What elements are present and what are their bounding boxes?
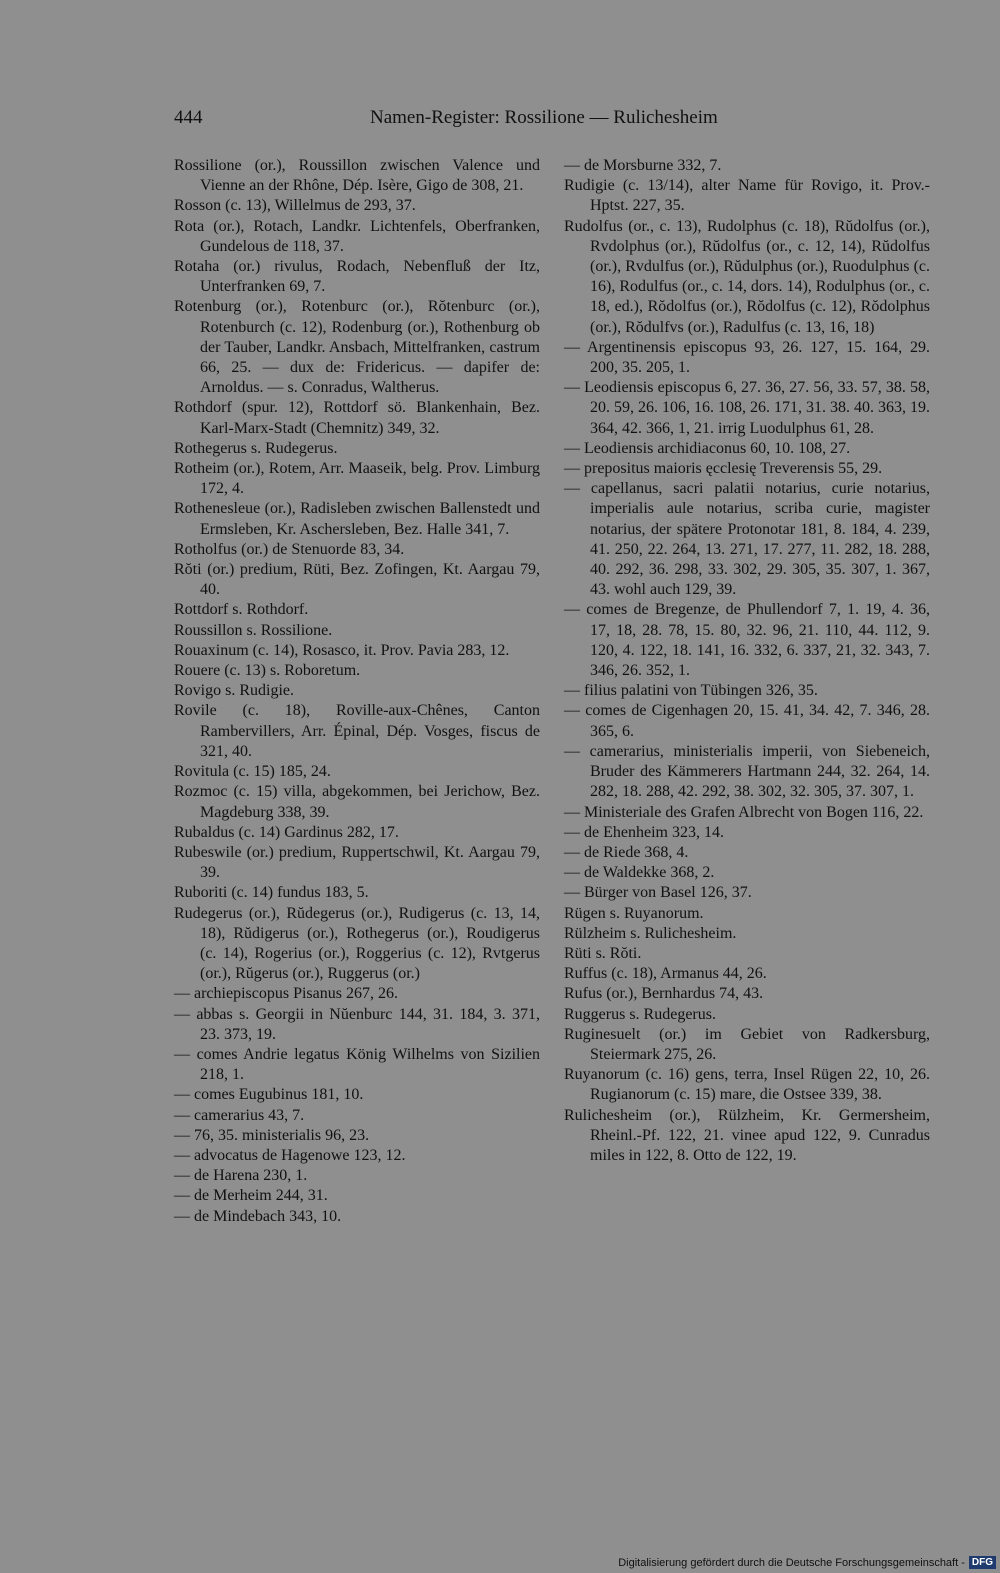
index-entry: Rubeswile (or.) predium, Ruppertschwil, Kt. Aargau 79, 39. <box>174 843 540 882</box>
index-entry: — Bürger von Basel 126, 37. <box>564 884 752 902</box>
index-entry: Rottdorf s. Rothdorf. <box>174 601 309 619</box>
index-entry: Rota (or.), Rotach, Landkr. Lichtenfels, Oberfranken, Gundelous de 118, 37. <box>174 217 540 255</box>
running-title: Namen-Register: Rossilione — Rulichesheim <box>370 107 718 128</box>
index-entry: — Argentinensis episcopus 93, 26. 127, 15. 164, 29. 200, 35. 205, 1. <box>564 338 930 377</box>
index-entry: — capellanus, sacri palatii notarius, curie notarius, imperialis aule notarius, scriba curie, magister notarius, der spätere Protonotar 181, 8. 184, 4. 239, 41. 250, 22. 264, 13. 271, 17. 277, 11. 282, 18. 288, 40. 292, 36. 298, 33. 302, 29. 305, 35. 307, 1. 367, 43. wohl auch 129, 39. <box>564 480 930 599</box>
index-entry: Rosson (c. 13), Willelmus de 293, 37. <box>174 197 416 215</box>
digitization-footer <box>618 1556 996 1569</box>
index-entry: Rovigo s. Rudigie. <box>174 682 295 700</box>
index-entry: — comes Andrie legatus König Wilhelms von Sizilien 218, 1. <box>174 1045 540 1084</box>
right-column <box>564 156 930 1166</box>
index-entry: Rufus (or.), Bernhardus 74, 43. <box>564 985 764 1003</box>
index-entry: Rovile (c. 18), Roville-aux-Chênes, Canton Rambervillers, Arr. Épinal, Dép. Vosges, fiscus de 321, 40. <box>174 702 540 760</box>
index-entry: — camerarius, ministerialis imperii, von Siebeneich, Bruder des Kämmerers Hartmann 244, 32. 264, 14. 282, 18. 288, 42. 292, 38. 302, 32. 305, 37. 307, 1. <box>564 742 930 801</box>
index-entry: — comes de Bregenze, de Phullendorf 7, 1. 19, 4. 36, 17, 18, 28. 78, 15. 80, 32. 96, 21. 110, 44. 112, 9. 120, 4. 122, 18. 141, 16. 332, 6. 337, 21, 32. 343, 7. 346, 26. 352, 1. <box>564 601 930 680</box>
index-entry: — archiepiscopus Pisanus 267, 26. <box>174 985 398 1003</box>
index-entry: Rouere (c. 13) s. Roboretum. <box>174 662 361 680</box>
index-entry: Rŏti (or.) predium, Rüti, Bez. Zofingen, Kt. Aargau 79, 40. <box>174 561 540 599</box>
index-entry: — de Harena 230, 1. <box>174 1167 308 1185</box>
index-entry: Rülzheim s. Rulichesheim. <box>564 924 737 942</box>
index-entry: Rüti s. Rŏti. <box>564 944 642 962</box>
index-entry: Rotaha (or.) rivulus, Rodach, Nebenfluß der Itz, Unterfranken 69, 7. <box>174 258 540 296</box>
index-entry: Rotenburg (or.), Rotenburc (or.), Rŏtenburc (or.), Rotenburch (c. 12), Rodenburg (or.), Rothenburg ob der Tauber, Landkr. Ansbach, Mittelfranken, castrum 66, 25. — dux de: Fridericus. — dapifer de: Arnoldus. — s. Conradus, Waltherus. <box>174 298 540 397</box>
index-entry: — abbas s. Georgii in Nŭenburc 144, 31. 184, 3. 371, 23. 373, 19. <box>174 1005 540 1043</box>
index-entry: Rotheim (or.), Rotem, Arr. Maaseik, belg. Prov. Limburg 172, 4. <box>174 460 540 498</box>
index-entry: — camerarius 43, 7. <box>174 1106 305 1124</box>
index-entry: Rudegerus (or.), Rŭdegerus (or.), Rudigerus (c. 13, 14, 18), Rŭdigerus (or.), Rothegerus (or.), Roudigerus (c. 14), Rogerius (or.), Roggerius (c. 12), Rvtgerus (or.), Rŭgerus (or.), Ruggerus (or.) <box>174 904 540 983</box>
index-entry: — de Merheim 244, 31. <box>174 1187 328 1205</box>
index-entry: — comes Eugubinus 181, 10. <box>174 1086 364 1104</box>
index-entry: — 76, 35. ministerialis 96, 23. <box>174 1126 370 1144</box>
index-entry: Ruffus (c. 18), Armanus 44, 26. <box>564 965 767 983</box>
index-entry: — Ministeriale des Grafen Albrecht von Bogen 116, 22. <box>564 803 924 821</box>
index-entry: — prepositus maioris ęcclesię Treverensis 55, 29. <box>564 460 883 478</box>
index-entry: Rulichesheim (or.), Rülzheim, Kr. Germersheim, Rheinl.-Pf. 122, 21. vinee apud 122, 9. Cunradus miles in 122, 8. Otto de 122, 19. <box>564 1106 930 1164</box>
footer-text: Digitalisierung gefördert durch die Deutsche Forschungsgemeinschaft - <box>618 1556 965 1569</box>
index-entry: Rovitula (c. 15) 185, 24. <box>174 763 331 781</box>
index-entry: — de Morsburne 332, 7. <box>564 157 722 174</box>
index-entry: Rügen s. Ruyanorum. <box>564 904 704 922</box>
index-entry: Rothdorf (spur. 12), Rottdorf sö. Blankenhain, Bez. Karl-Marx-Stadt (Chemnitz) 349, 32. <box>174 399 540 437</box>
left-column <box>174 156 540 1227</box>
index-entry: Rothenesleue (or.), Radisleben zwischen Ballenstedt und Ermsleben, Kr. Aschersleben, Bez. Halle 341, 7. <box>174 500 540 538</box>
index-entry: — Leodiensis archidiaconus 60, 10. 108, 27. <box>564 439 851 457</box>
index-entry: — comes de Cigenhagen 20, 15. 41, 34. 42, 7. 346, 28. 365, 6. <box>564 702 930 740</box>
index-entry: Roussillon s. Rossilione. <box>174 621 333 639</box>
index-entry: Rotholfus (or.) de Stenuorde 83, 34. <box>174 540 405 558</box>
index-entry: — de Mindebach 343, 10. <box>174 1207 342 1225</box>
index-entry: Rozmoc (c. 15) villa, abgekommen, bei Jerichow, Bez. Magdeburg 338, 39. <box>174 783 540 821</box>
index-entry: — Leodiensis episcopus 6, 27. 36, 27. 56, 33. 57, 38. 58, 20. 59, 26. 106, 16. 108, 26. 171, 31. 38. 40. 363, 19. 364, 42. 366, 1, 21. irrig Luodulphus 61, 28. <box>564 379 930 437</box>
index-entry: Rubaldus (c. 14) Gardinus 282, 17. <box>174 823 399 841</box>
index-entry: Ruggerus s. Rudegerus. <box>564 1005 716 1023</box>
index-entry: Rudigie (c. 13/14), alter Name für Rovigo, it. Prov.-Hptst. 227, 35. <box>564 177 930 215</box>
index-entry: — advocatus de Hagenowe 123, 12. <box>174 1146 406 1164</box>
index-entry: — de Waldekke 368, 2. <box>564 864 715 882</box>
index-entry: Ruboriti (c. 14) fundus 183, 5. <box>174 884 369 902</box>
index-entry: Rudolfus (or., c. 13), Rudolphus (c. 18), Rŭdolfus (or.), Rvdolphus (or.), Rŭdolfus (or., c. 12, 14), Rŭdolfus (or.), Rvdulfus (or.), Rŭdulphus (or.), Ruodulphus (c. 16), Rodulfus (or., c. 14, dors. 14), Rodulphus (or., c. 18, ed.), Rŏdolfus (or.), Rŏdolfus (c. 12), Rŏdolphus (or.), Rŏdulfvs (or.), Radulfus (c. 13, 16, 18) <box>564 217 930 336</box>
dfg-logo: DFG <box>969 1556 996 1569</box>
page-number: 444 <box>174 107 203 128</box>
index-entry: Rossilione (or.), Roussillon zwischen Valence und Vienne an der Rhône, Dép. Isère, Gigo de 308, 21. <box>174 157 540 195</box>
index-entry: Rothegerus s. Rudegerus. <box>174 439 338 457</box>
index-entry: — de Riede 368, 4. <box>564 843 689 861</box>
index-entry: Ruyanorum (c. 16) gens, terra, Insel Rügen 22, 10, 26. Rugianorum (c. 15) mare, die Ostsee 339, 38. <box>564 1066 930 1104</box>
index-entry: — filius palatini von Tübingen 326, 35. <box>564 682 818 700</box>
index-entry: — de Ehenheim 323, 14. <box>564 823 724 841</box>
index-entry: Ruginesuelt (or.) im Gebiet von Radkersburg, Steiermark 275, 26. <box>564 1025 930 1063</box>
index-entry: Rouaxinum (c. 14), Rosasco, it. Prov. Pavia 283, 12. <box>174 641 510 659</box>
